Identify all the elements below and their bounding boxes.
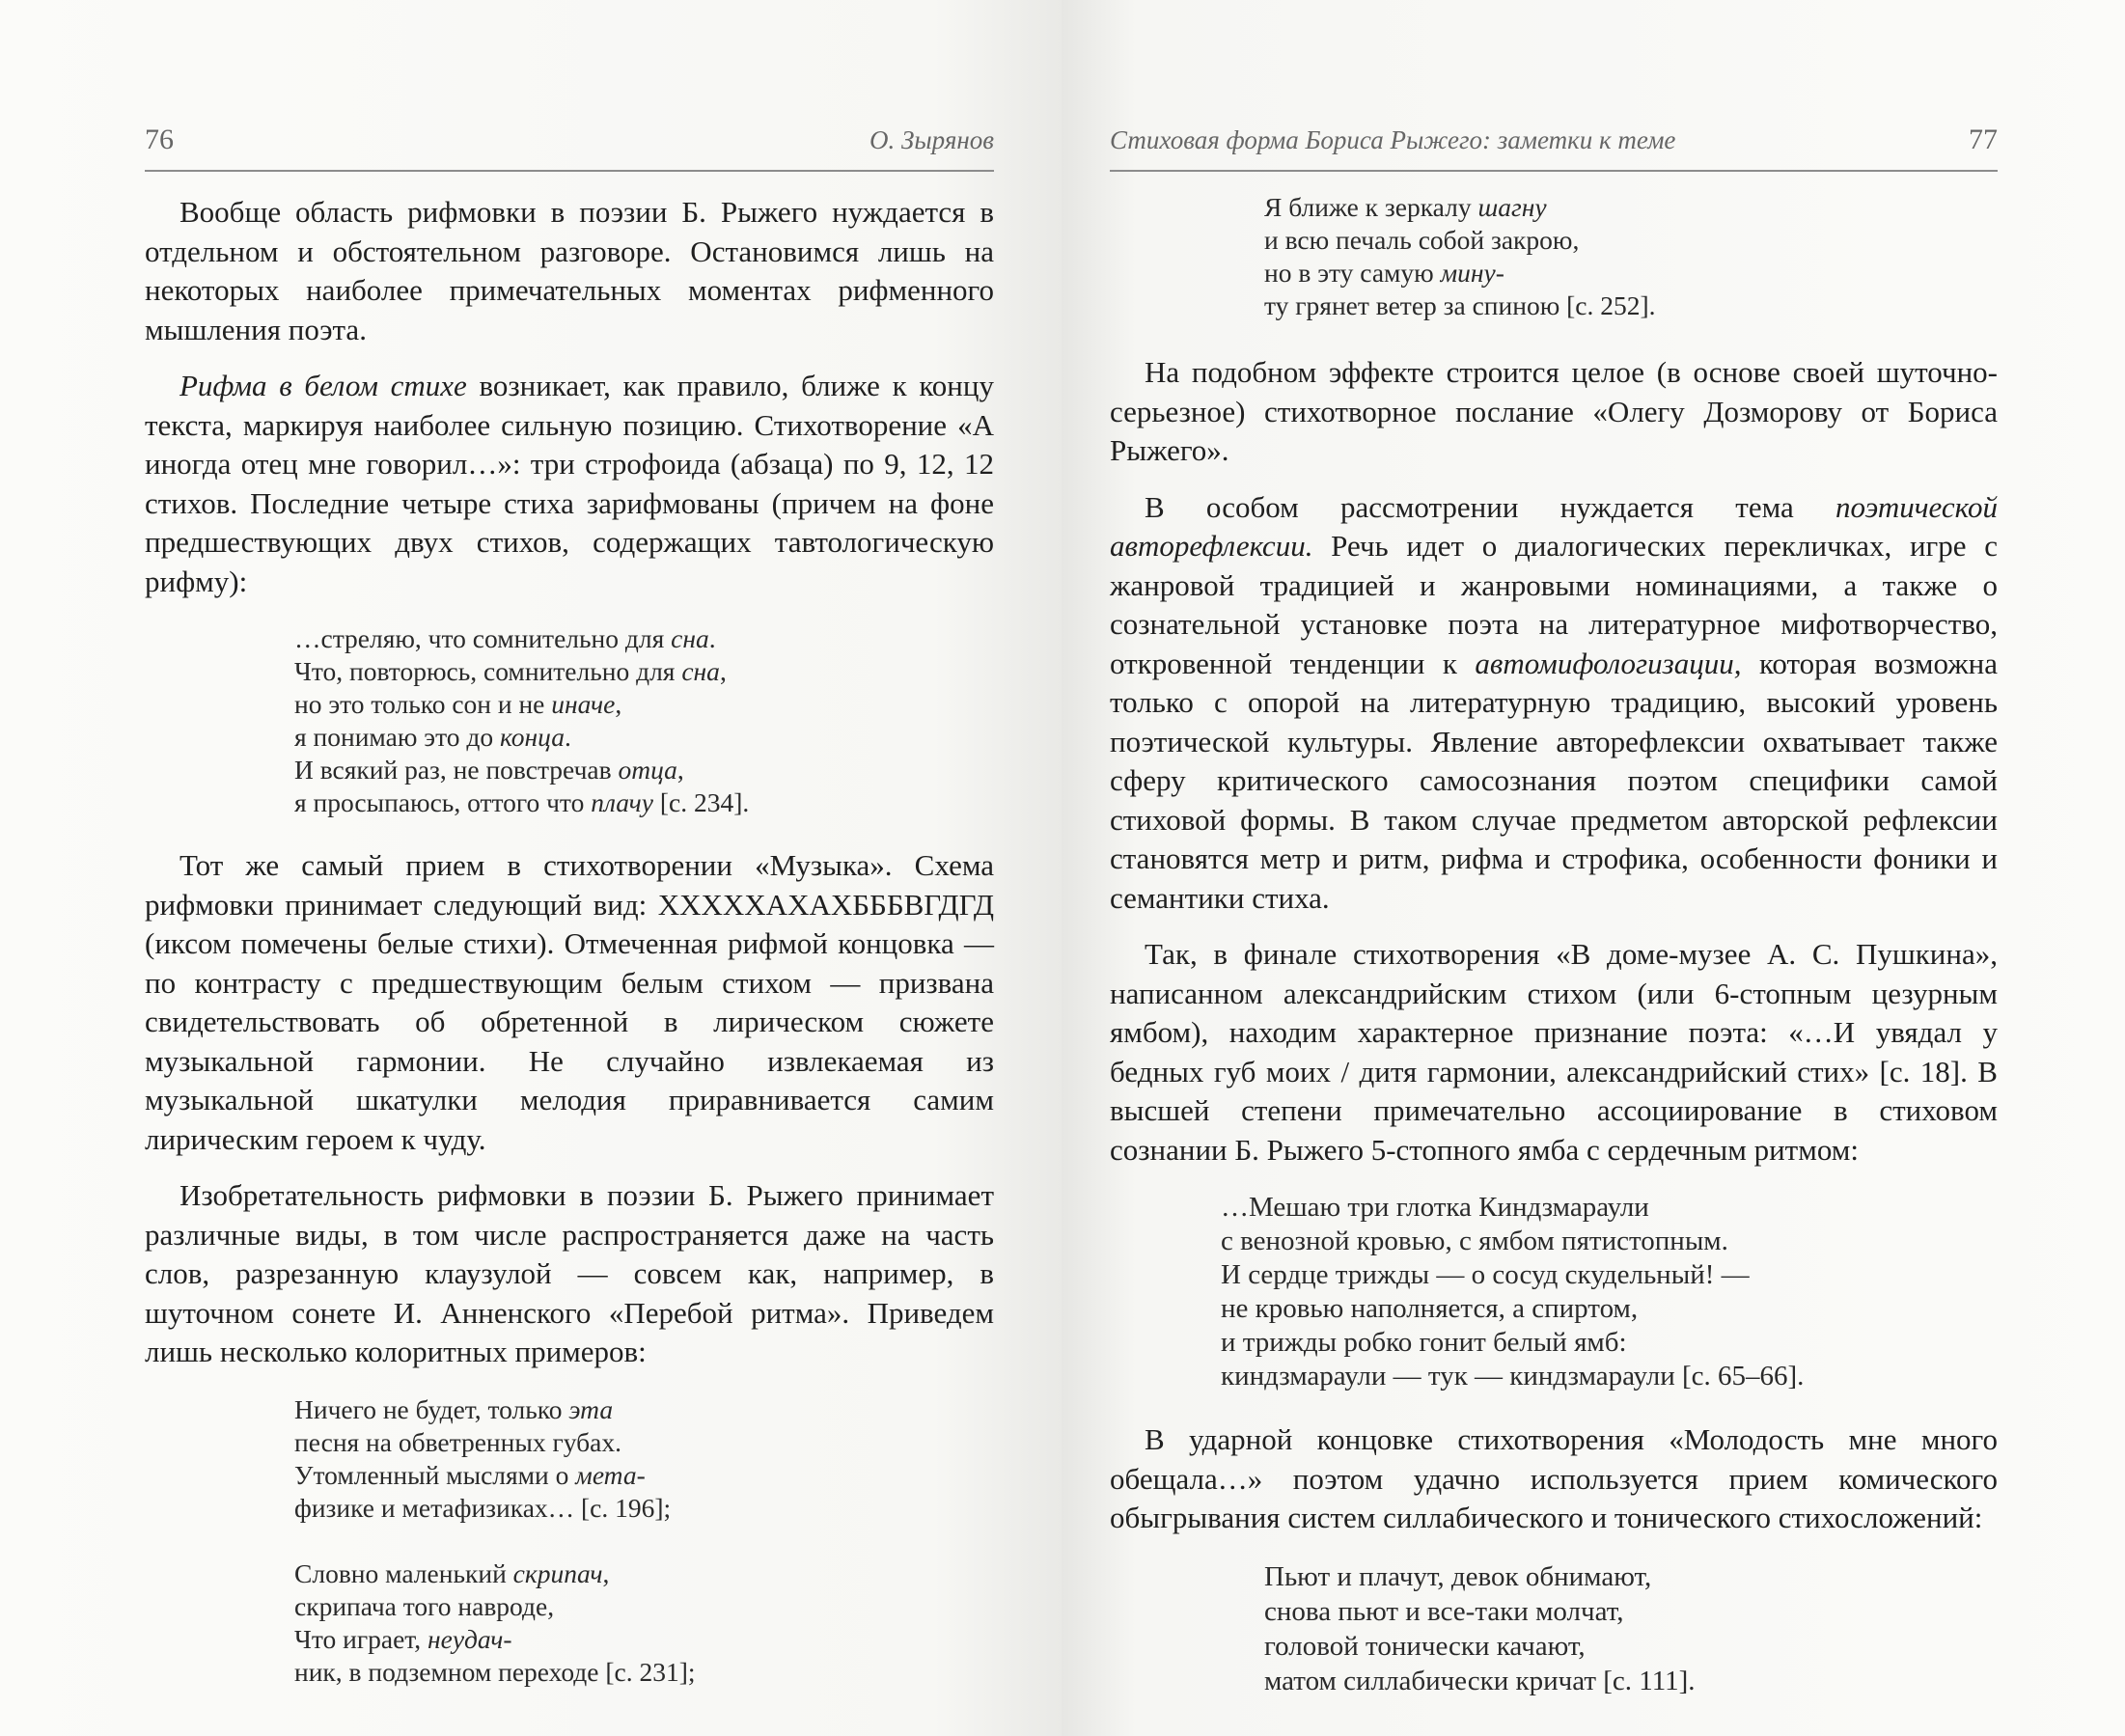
right-page (1062, 0, 2125, 1736)
verse-line: снова пьют и все-таки молчат, (1264, 1595, 1624, 1627)
verse-line: физике и метафизиках… [с. 196]; (294, 1492, 672, 1523)
verse-line: Пьют и плачут, девок обнимают, (1264, 1560, 1652, 1592)
term-rhyme-in-blank-verse: Рифма в белом стихе (179, 369, 467, 402)
verse-line: и всю печаль собой закрою, (1264, 225, 1580, 255)
verse-line: киндзмараули — тук — киндзмараули [с. 65–66]. (1221, 1361, 1805, 1392)
right-verse-1 (1221, 1191, 1998, 1393)
verse-line: Я ближе к зеркалу шагну (1264, 192, 1547, 222)
verse-line: ту грянет ветер за спиною [с. 252]. (1264, 290, 1656, 320)
verse-line: с венозной кровью, с ямбом пятистопным. (1221, 1226, 1728, 1256)
right-header-rule (1110, 170, 1998, 172)
verse-line: не кровью наполняется, а спиртом, (1221, 1293, 1639, 1324)
verse-line: Словно маленький скрипач, (294, 1557, 610, 1588)
verse-line: Утомленный мыслями о мета- (294, 1459, 646, 1490)
left-page (0, 0, 1062, 1736)
left-page-body (145, 193, 994, 1689)
right-page-number: 77 (1969, 124, 1998, 155)
left-running-title: О. Зырянов (869, 125, 994, 154)
left-paragraph-4: Изобретательность рифмовки в поэзии Б. Рыжего принимает различные виды, в том числе распространяется даже на часть слов, разрезанную клаузулой — совсем как, например, в шуточном сонете И. Анненского «Перебой ритма». Приведем лишь несколько колоритных примеров: (145, 1178, 994, 1368)
verse-line: ник, в подземном переходе [с. 231]; (294, 1656, 696, 1687)
verse-line: Что играет, неудач- (294, 1623, 512, 1654)
verse-line: но в эту самую мину- (1264, 258, 1504, 288)
verse-line: песня на обветренных губах. (294, 1426, 621, 1457)
verse-line: …стреляю, что сомнительно для сна. (294, 623, 716, 653)
left-paragraph-3: Тот же самый прием в стихотворении «Музыка». Схема рифмовки принимает следующий вид: ХХХХХАХАХБББВГДГД (иксом помечены белые стихи). Отмеченная рифмой концовка — по контрасту с предшествующим белым стихом — призвана свидетельствовать об обретенной в лирическом сюжете музыкальной гармонии. Не случайно извлекаемая из музыкальной шкатулки мелодия приравнивается самим лирическим героем к чуду. (145, 848, 994, 1156)
left-verse-3 (294, 1557, 994, 1689)
verse-line: Что, повторюсь, сомнительно для сна, (294, 656, 727, 686)
right-running-title: Стиховая форма Бориса Рыжего: заметки к теме (1110, 125, 1676, 154)
right-paragraph-1: На подобном эффекте строится целое (в основе своей шуточно-серьезное) стихотворное послание «Олегу Дозморову от Бориса Рыжего». (1110, 355, 1998, 467)
verse-line: матом силлабически кричат [с. 111]. (1264, 1665, 1696, 1696)
left-paragraph-1: Вообще область рифмовки в поэзии Б. Рыжего нуждается в отдельном и обстоятельном разговоре. Остановимся лишь на некоторых наиболее примечательных моментах рифменного мышления поэта. (145, 195, 994, 346)
right-verse-2 (1264, 1559, 1998, 1698)
left-verse-2 (294, 1393, 994, 1525)
right-verse-0 (1264, 191, 1998, 322)
verse-line: И сердце трижды — о сосуд скудельный! — (1221, 1259, 1750, 1290)
left-running-head (145, 124, 994, 166)
right-paragraph-2: В особом рассмотрении нуждается тема поэтической авторефлексии. Речь идет о диалогических перекличках, игре с жанровой традицией и жанровыми номинациями, а также о сознательной установке поэта на литературное мифотворчество, откровенной тенденции к автомифологизации, которая возможна только с опорой на литературную традицию, высокий уровень поэтической культуры. Явление авторефлексии охватывает также сферу критического самосознания поэтом специфики самой стиховой формы. В таком случае предметом авторской рефлексии становятся метр и ритм, рифма и строфика, особенности фоники и семантики стиха. (1110, 489, 1998, 915)
left-paragraph-2 (145, 367, 994, 601)
right-paragraph-3: Так, в финале стихотворения «В доме-музее А. С. Пушкина», написанном александрийским стихом (или 6-стопным цезурным ямбом), находим характерное признание поэта: «…И увядал у бедных губ моих / дитя гармонии, александрийский стих» [с. 18]. В высшей степени примечательно ассоциирование в стиховом сознании Б. Рыжего 5-стопного ямба с сердечным ритмом: (1110, 937, 1998, 1167)
verse-line: головой тонически качают, (1264, 1630, 1586, 1662)
left-verse-1 (294, 622, 994, 819)
right-paragraph-4: В ударной концовке стихотворения «Молодость мне много обещала…» поэтом удачно используется прием комического обыгрывания систем силлабического и тонического стихосложений: (1110, 1422, 1998, 1534)
verse-line: я понимаю это до конца. (294, 722, 571, 752)
left-page-number: 76 (145, 124, 174, 155)
verse-line: Ничего не будет, только эта (294, 1393, 614, 1424)
term-poetic-autoreflexion: поэтической авторефлексии. (1110, 489, 1998, 563)
verse-line: я просыпаюсь, оттого что плачу [с. 234]. (294, 787, 750, 817)
left-header-rule (145, 170, 994, 172)
right-running-head (1110, 124, 1998, 166)
verse-line: И всякий раз, не повстречав отца, (294, 755, 684, 785)
term-automythologization: автомифологизации, (1475, 646, 1742, 680)
left-paragraph-2-text: возникает, как правило, ближе к концу текста, маркируя наиболее сильную позицию. Стихотворение «А иногда отец мне говорил…»: три строфоида (абзаца) по 9, 12, 12 стихов. Последние четыре стиха зарифмованы (причем на фоне предшествующих двух стихов, содержащих тавтологическую рифму): (145, 369, 994, 598)
verse-line: скрипача того навроде, (294, 1590, 555, 1621)
right-page-body (1110, 191, 1998, 1698)
verse-line: но это только сон и не иначе, (294, 689, 622, 719)
verse-line: и трижды робко гонит белый ямб: (1221, 1327, 1627, 1358)
verse-line: …Мешаю три глотка Киндзмараули (1221, 1192, 1649, 1223)
